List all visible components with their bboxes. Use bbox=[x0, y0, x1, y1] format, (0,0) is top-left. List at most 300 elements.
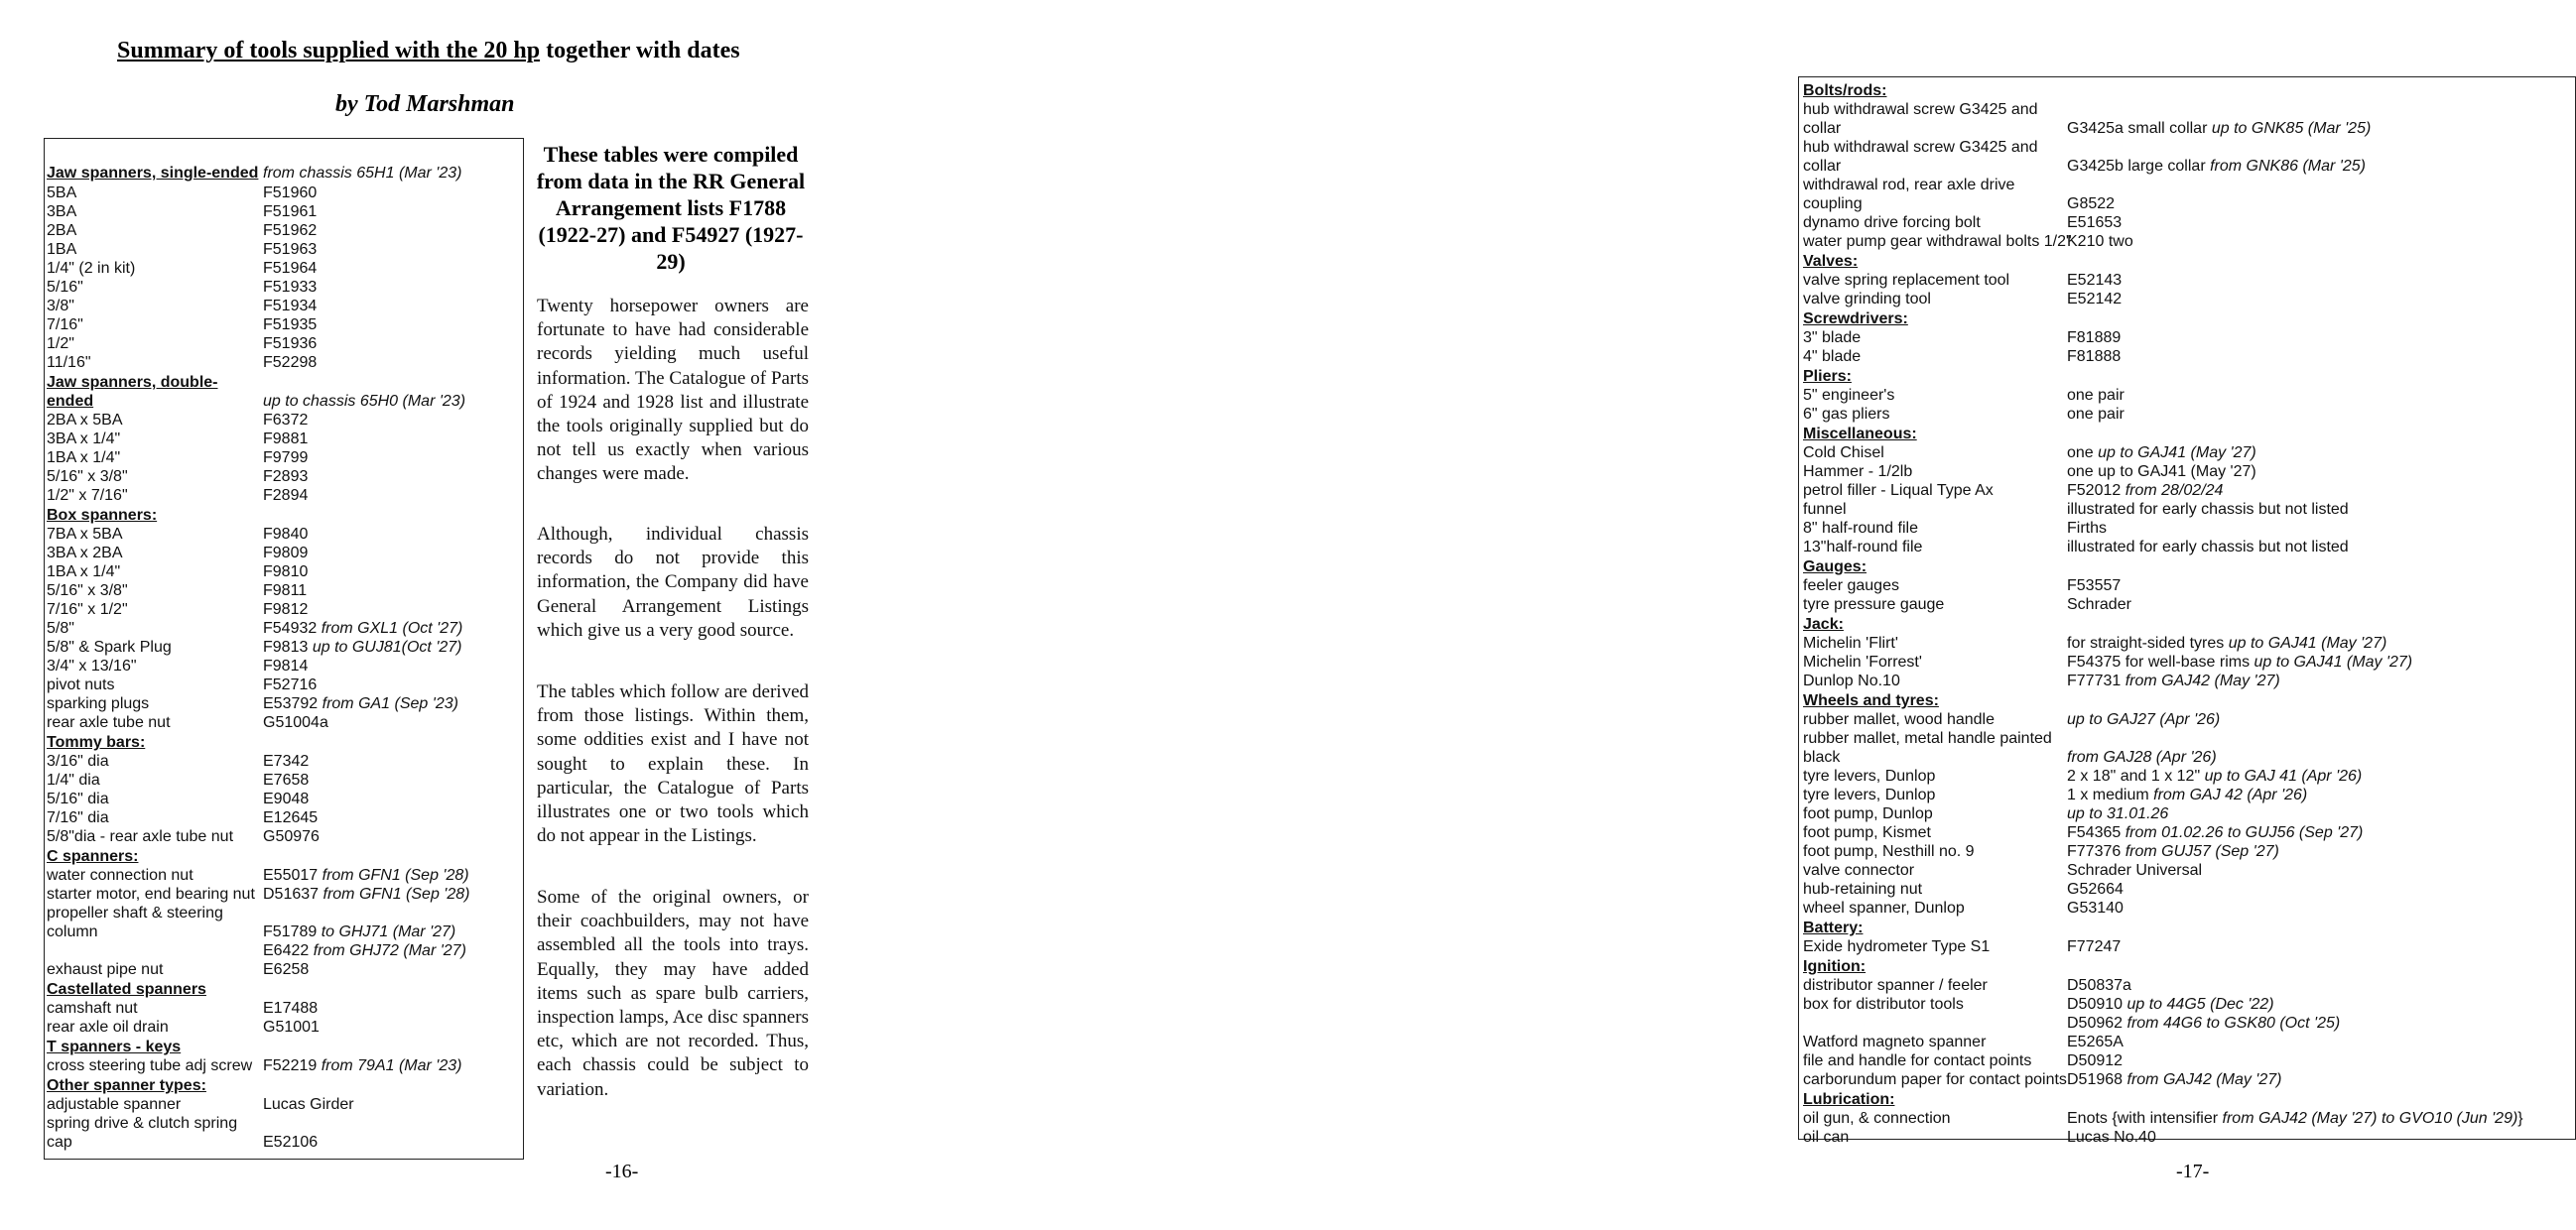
part-reference bbox=[2067, 899, 2124, 918]
tool-name: foot pump, Kismet bbox=[1803, 824, 1931, 841]
tool-name: 7BA x 5BA bbox=[47, 526, 123, 543]
part-number: 1 x medium bbox=[2067, 787, 2149, 803]
section-header: Wheels and tyres: bbox=[1803, 692, 1939, 709]
part-number: F51933 bbox=[263, 279, 318, 296]
tool-name: 7/16" bbox=[47, 316, 83, 333]
intro-paragraph-3: The tables which follow are derived from those listings. Within them, some oddities exist and I have not sought to explain these. In particular, the Catalogue of Parts illustrates one or two tools which do not appear in the Listings. bbox=[537, 681, 809, 847]
article-title-underlined: Summary of tools supplied with the 20 hp bbox=[117, 38, 541, 63]
part-number: K210 two bbox=[2067, 233, 2133, 250]
part-reference bbox=[2067, 405, 2125, 424]
tool-name: rubber mallet, metal handle painted bbox=[1803, 730, 2052, 747]
part-number: D50837a bbox=[2067, 977, 2131, 994]
tool-name: 5" engineer's bbox=[1803, 387, 1895, 404]
part-reference bbox=[2067, 232, 2133, 251]
tool-name: 2BA x 5BA bbox=[47, 412, 123, 429]
part-number: F77247 bbox=[2067, 938, 2122, 955]
part-number: F2894 bbox=[263, 487, 309, 504]
tool-name: Exide hydrometer Type S1 bbox=[1803, 938, 1991, 955]
part-number: F77731 bbox=[2067, 673, 2122, 689]
part-reference bbox=[263, 411, 308, 430]
part-reference bbox=[263, 581, 307, 600]
tool-name: black bbox=[1803, 749, 1841, 766]
part-number: E52142 bbox=[2067, 291, 2123, 308]
page-number-left: -16- bbox=[605, 1161, 639, 1182]
part-reference bbox=[263, 922, 455, 941]
tool-name: camshaft nut bbox=[47, 1000, 138, 1017]
date-note: from GA1 (Sep '23) bbox=[318, 695, 458, 712]
tool-name: rear axle oil drain bbox=[47, 1019, 169, 1036]
tool-name: petrol filler - Liqual Type Ax bbox=[1803, 482, 1994, 499]
part-reference bbox=[2067, 538, 2349, 556]
tool-name: tyre levers, Dunlop bbox=[1803, 768, 1936, 785]
tool-name: 2BA bbox=[47, 222, 77, 239]
tool-name: box for distributor tools bbox=[1803, 996, 1964, 1013]
tool-name: 1/2" x 7/16" bbox=[47, 487, 128, 504]
part-reference bbox=[2067, 767, 2362, 786]
tool-name: coupling bbox=[1803, 195, 1863, 212]
tool-name: adjustable spanner bbox=[47, 1096, 182, 1113]
tool-name: collar bbox=[1803, 120, 1842, 137]
part-reference bbox=[2067, 786, 2307, 804]
part-reference bbox=[2067, 976, 2131, 995]
closing-brace: } bbox=[2517, 1110, 2523, 1127]
tools-table-left bbox=[44, 138, 524, 1160]
tool-name: 3BA x 1/4" bbox=[47, 430, 121, 447]
tool-name: Michelin 'Flirt' bbox=[1803, 635, 1898, 652]
part-number: F52298 bbox=[263, 354, 318, 371]
part-number: F9812 bbox=[263, 601, 309, 618]
section-header: Screwdrivers: bbox=[1803, 310, 1908, 327]
part-number: F52716 bbox=[263, 676, 318, 693]
date-note: up to GNK85 (Mar '25) bbox=[2207, 120, 2372, 137]
section-header: Other spanner types: bbox=[47, 1077, 206, 1094]
part-number: F51964 bbox=[263, 260, 318, 277]
date-note: from GAJ42 (May '27) to GVO10 (Jun '29) bbox=[2218, 1110, 2518, 1127]
part-reference bbox=[263, 694, 458, 713]
tool-name: 4" blade bbox=[1803, 348, 1862, 365]
tool-name: cap bbox=[47, 1134, 72, 1151]
date-note: from 44G6 to GSK80 (Oct '25) bbox=[2123, 1015, 2341, 1032]
section-header: Box spanners: bbox=[47, 507, 158, 524]
part-reference bbox=[2067, 119, 2371, 138]
part-reference bbox=[2067, 1070, 2281, 1089]
part-number: one pair bbox=[2067, 406, 2125, 423]
tool-name: starter motor, end bearing nut bbox=[47, 886, 255, 903]
tool-name: water pump gear withdrawal bolts 1/2" bbox=[1803, 233, 2072, 250]
section-header: Castellated spanners bbox=[47, 981, 206, 998]
part-reference bbox=[2067, 328, 2121, 347]
part-reference bbox=[2067, 500, 2349, 519]
part-number: F9811 bbox=[263, 582, 308, 599]
date-note: up to GUJ81(Oct '27) bbox=[308, 639, 462, 656]
part-reference bbox=[2067, 1033, 2124, 1051]
part-number: F9840 bbox=[263, 526, 309, 543]
date-note: up to GAJ41 (May '27) bbox=[2224, 635, 2387, 652]
tool-name: sparking plugs bbox=[47, 695, 150, 712]
part-number: Lucas Girder bbox=[263, 1096, 354, 1113]
part-reference bbox=[2067, 386, 2125, 405]
part-number: D50912 bbox=[2067, 1052, 2124, 1069]
part-number: up to 31.01.26 bbox=[2067, 805, 2169, 822]
tool-name: 3/8" bbox=[47, 298, 74, 314]
part-reference bbox=[263, 544, 308, 562]
part-reference bbox=[263, 1018, 320, 1037]
part-number: E51653 bbox=[2067, 214, 2123, 231]
tool-name: valve spring replacement tool bbox=[1803, 272, 2010, 289]
date-note: up to GAJ41 (May '27) bbox=[2250, 654, 2413, 671]
part-reference bbox=[263, 752, 309, 771]
tool-name: exhaust pipe nut bbox=[47, 961, 164, 978]
part-number: F51960 bbox=[263, 184, 318, 201]
part-number: F81889 bbox=[2067, 329, 2122, 346]
tool-name: 8" half-round file bbox=[1803, 520, 1918, 537]
part-reference bbox=[2067, 462, 2256, 481]
part-reference bbox=[263, 638, 462, 657]
part-number: E53792 bbox=[263, 695, 319, 712]
part-reference bbox=[263, 164, 461, 183]
tool-name: oil can bbox=[1803, 1129, 1850, 1146]
part-reference bbox=[2067, 804, 2168, 823]
section-header: ended bbox=[47, 393, 94, 410]
part-reference bbox=[2067, 194, 2115, 213]
date-note: from 79A1 (Mar '23) bbox=[317, 1057, 462, 1074]
article-title-rest: together with dates bbox=[540, 38, 740, 63]
section-header: Battery: bbox=[1803, 920, 1864, 936]
part-reference bbox=[263, 184, 317, 202]
part-number: E6422 bbox=[263, 942, 310, 959]
part-number: D50910 bbox=[2067, 996, 2124, 1013]
part-number: F2893 bbox=[263, 468, 309, 485]
part-number: E52106 bbox=[263, 1134, 319, 1151]
part-reference bbox=[263, 960, 309, 979]
part-number: up to chassis 65H0 (Mar '23) bbox=[263, 393, 466, 410]
part-reference bbox=[263, 240, 317, 259]
part-reference bbox=[263, 771, 309, 790]
section-header: Valves: bbox=[1803, 253, 1859, 270]
part-reference bbox=[2067, 672, 2280, 690]
part-reference bbox=[263, 999, 318, 1018]
tool-name: 5/8" bbox=[47, 620, 74, 637]
tool-name: 7/16" x 1/2" bbox=[47, 601, 128, 618]
section-header: Jaw spanners, single-ended bbox=[47, 165, 259, 182]
part-reference bbox=[263, 941, 466, 960]
part-number: F54365 bbox=[2067, 824, 2122, 841]
part-number: F9799 bbox=[263, 449, 309, 466]
tool-name: tyre pressure gauge bbox=[1803, 596, 1945, 613]
part-number: D51968 bbox=[2067, 1071, 2124, 1088]
date-note: from GAJ42 (May '27) bbox=[2121, 673, 2280, 689]
tool-name: pivot nuts bbox=[47, 676, 115, 693]
tool-name: distributor spanner / feeler bbox=[1803, 977, 1988, 994]
part-number: up to GAJ27 (Apr '26) bbox=[2067, 711, 2221, 728]
part-number: G3425b large collar bbox=[2067, 158, 2206, 175]
part-reference bbox=[263, 657, 308, 676]
tool-name: spring drive & clutch spring bbox=[47, 1115, 238, 1132]
part-number: F9881 bbox=[263, 430, 309, 447]
part-reference bbox=[263, 790, 309, 808]
part-reference bbox=[2067, 937, 2121, 956]
part-number: E52143 bbox=[2067, 272, 2123, 289]
article-byline: by Tod Marshman bbox=[335, 91, 515, 117]
part-reference bbox=[263, 827, 320, 846]
tool-name: 1BA bbox=[47, 241, 77, 258]
part-number: F51962 bbox=[263, 222, 318, 239]
part-reference bbox=[2067, 842, 2279, 861]
date-note: from GFN1 (Sep '28) bbox=[318, 867, 469, 884]
part-number: Enots {with intensifier bbox=[2067, 1110, 2219, 1127]
tool-name: 13"half-round file bbox=[1803, 539, 1923, 555]
part-reference bbox=[263, 259, 317, 278]
part-number: from chassis 65H1 (Mar '23) bbox=[263, 165, 462, 182]
tool-name: Watford magneto spanner bbox=[1803, 1034, 1987, 1050]
tool-name: hub withdrawal screw G3425 and bbox=[1803, 139, 2038, 156]
part-number: E7342 bbox=[263, 753, 310, 770]
tool-name: hub-retaining nut bbox=[1803, 881, 1923, 898]
part-number: G51001 bbox=[263, 1019, 320, 1036]
tool-name: Dunlop No.10 bbox=[1803, 673, 1900, 689]
date-note: from 01.02.26 to GUJ56 (Sep '27) bbox=[2121, 824, 2364, 841]
tool-name: Hammer - 1/2lb bbox=[1803, 463, 1913, 480]
part-reference bbox=[2067, 213, 2122, 232]
part-number: F77376 bbox=[2067, 843, 2122, 860]
section-header: Bolts/rods: bbox=[1803, 82, 1887, 99]
tool-name: 3" blade bbox=[1803, 329, 1862, 346]
part-reference bbox=[2067, 823, 2363, 842]
section-header: Tommy bars: bbox=[47, 734, 146, 751]
tool-name: 1/4" dia bbox=[47, 772, 100, 789]
part-number: D50962 bbox=[2067, 1015, 2124, 1032]
part-number: E12645 bbox=[263, 809, 319, 826]
tool-name: 3BA x 2BA bbox=[47, 545, 123, 561]
tool-name: 5/16" bbox=[47, 279, 83, 296]
intro-paragraph-4: Some of the original owners, or their coachbuilders, may not have assembled all the tools into trays. Equally, they may have added items such as spare bulb carriers, inspection lamps, Ace disc spanners etc, which are not recorded. Thus, each chassis could be subject to variation. bbox=[537, 887, 809, 1100]
tool-name: 3BA bbox=[47, 203, 77, 220]
tool-name: foot pump, Nesthill no. 9 bbox=[1803, 843, 1975, 860]
tool-name: Michelin 'Forrest' bbox=[1803, 654, 1922, 671]
tool-name: water connection nut bbox=[47, 867, 193, 884]
part-number: Lucas No.40 bbox=[2067, 1129, 2156, 1146]
tool-name: 5/16" x 3/8" bbox=[47, 582, 128, 599]
part-number: F51935 bbox=[263, 316, 318, 333]
tool-name: 1BA x 1/4" bbox=[47, 563, 121, 580]
tool-name: withdrawal rod, rear axle drive bbox=[1803, 177, 2015, 193]
part-number: F51963 bbox=[263, 241, 318, 258]
date-note: from GNK86 (Mar '25) bbox=[2205, 158, 2366, 175]
tool-name: 1/2" bbox=[47, 335, 74, 352]
tool-name: 5/8"dia - rear axle tube nut bbox=[47, 828, 234, 845]
date-note: from GAJ 42 (Apr '26) bbox=[2148, 787, 2308, 803]
intro-paragraph-2: Although, individual chassis records do not provide this information, the Company did have General Arrangement Listings which give us a very good source. bbox=[537, 524, 809, 641]
intro-paragraph-1: Twenty horsepower owners are fortunate to have had considerable records yielding much useful information. The Catalogue of Parts of 1924 and 1928 list and illustrate the tools originally supplied but do not tell us exactly when various changes were made. bbox=[537, 296, 809, 485]
date-note: up to 44G5 (Dec '22) bbox=[2123, 996, 2274, 1013]
tool-name: 5/8" & Spark Plug bbox=[47, 639, 172, 656]
part-number: E5265A bbox=[2067, 1034, 2124, 1050]
part-number: F51936 bbox=[263, 335, 318, 352]
right-page bbox=[868, 0, 2523, 1230]
part-reference bbox=[263, 392, 465, 411]
part-reference bbox=[263, 885, 469, 904]
left-page bbox=[0, 0, 868, 1230]
date-note: from GAJ42 (May '27) bbox=[2123, 1071, 2282, 1088]
intro-heading: These tables were compiled from data in the RR General Arrangement lists F1788 (1922-27) and F54927 (1927-29) bbox=[536, 142, 806, 274]
part-reference bbox=[263, 278, 317, 297]
part-reference bbox=[263, 676, 317, 694]
part-reference bbox=[2067, 595, 2131, 614]
tool-name: file and handle for contact points bbox=[1803, 1052, 2032, 1069]
section-header: Jaw spanners, double- bbox=[47, 374, 218, 391]
tool-name: 3/4" x 13/16" bbox=[47, 658, 137, 675]
part-number: Schrader bbox=[2067, 596, 2131, 613]
part-number: G53140 bbox=[2067, 900, 2124, 917]
article-title bbox=[117, 38, 740, 64]
part-reference bbox=[2067, 748, 2217, 767]
part-reference bbox=[263, 808, 318, 827]
date-note: from GXL1 (Oct '27) bbox=[317, 620, 463, 637]
part-reference bbox=[263, 619, 462, 638]
part-number: F9810 bbox=[263, 563, 309, 580]
part-reference bbox=[263, 430, 308, 448]
tool-name: 7/16" dia bbox=[47, 809, 109, 826]
part-number: Firths bbox=[2067, 520, 2107, 537]
tool-name: 11/16" bbox=[47, 354, 91, 371]
part-reference bbox=[2067, 157, 2366, 176]
page-number-right: -17- bbox=[2176, 1161, 2210, 1182]
part-number: G3425a small collar bbox=[2067, 120, 2208, 137]
tool-name: foot pump, Dunlop bbox=[1803, 805, 1933, 822]
part-reference bbox=[2067, 653, 2412, 672]
section-header: Jack: bbox=[1803, 616, 1844, 633]
tool-name: Cold Chisel bbox=[1803, 444, 1884, 461]
part-reference bbox=[263, 297, 317, 315]
part-reference bbox=[263, 525, 308, 544]
part-number: F81888 bbox=[2067, 348, 2122, 365]
part-reference bbox=[2067, 347, 2121, 366]
section-header: Gauges: bbox=[1803, 558, 1868, 575]
tool-name: column bbox=[47, 923, 98, 940]
part-number: E9048 bbox=[263, 791, 310, 807]
tool-name: wheel spanner, Dunlop bbox=[1803, 900, 1965, 917]
date-note: from GFN1 (Sep '28) bbox=[319, 886, 470, 903]
part-reference bbox=[263, 315, 317, 334]
part-number: G51004a bbox=[263, 714, 328, 731]
date-note: from GUJ57 (Sep '27) bbox=[2121, 843, 2279, 860]
section-header: Ignition: bbox=[1803, 958, 1867, 975]
tool-name: dynamo drive forcing bolt bbox=[1803, 214, 1981, 231]
part-reference bbox=[2067, 1128, 2156, 1147]
tool-name: 1/4" (2 in kit) bbox=[47, 260, 136, 277]
part-reference bbox=[2067, 271, 2122, 290]
part-number: G8522 bbox=[2067, 195, 2116, 212]
part-reference bbox=[2067, 519, 2107, 538]
part-number: for straight-sided tyres bbox=[2067, 635, 2225, 652]
part-number: F54375 for well-base rims bbox=[2067, 654, 2251, 671]
part-reference bbox=[2067, 880, 2124, 899]
tool-name: 1BA x 1/4" bbox=[47, 449, 121, 466]
part-number: F52012 bbox=[2067, 482, 2122, 499]
part-number: F9809 bbox=[263, 545, 309, 561]
tool-name: valve grinding tool bbox=[1803, 291, 1931, 308]
part-number: E6258 bbox=[263, 961, 310, 978]
part-number: illustrated for early chassis but not listed bbox=[2067, 501, 2349, 518]
part-reference bbox=[263, 600, 308, 619]
part-number: illustrated for early chassis but not listed bbox=[2067, 539, 2349, 555]
part-reference bbox=[263, 467, 308, 486]
part-reference bbox=[263, 448, 308, 467]
part-number: Schrader Universal bbox=[2067, 862, 2203, 879]
date-note: to GHJ71 (Mar '27) bbox=[317, 923, 456, 940]
tool-name: hub withdrawal screw G3425 and bbox=[1803, 101, 2038, 118]
tool-name: oil gun, & connection bbox=[1803, 1110, 1951, 1127]
part-reference bbox=[2067, 1051, 2123, 1070]
section-header: C spanners: bbox=[47, 848, 139, 865]
part-reference bbox=[263, 1095, 354, 1114]
tool-name: 3/16" dia bbox=[47, 753, 109, 770]
part-number: E7658 bbox=[263, 772, 310, 789]
part-number: E17488 bbox=[263, 1000, 319, 1017]
part-reference bbox=[263, 1133, 318, 1152]
part-reference bbox=[263, 713, 328, 732]
tools-table-right bbox=[1798, 76, 2576, 1146]
part-reference bbox=[2067, 861, 2202, 880]
part-number: F9814 bbox=[263, 658, 309, 675]
date-note: up to GAJ41 (May '27) bbox=[2093, 444, 2256, 461]
tool-name: propeller shaft & steering bbox=[47, 905, 223, 922]
tool-name: 5/16" x 3/8" bbox=[47, 468, 128, 485]
tool-name: tyre levers, Dunlop bbox=[1803, 787, 1936, 803]
part-number: G50976 bbox=[263, 828, 320, 845]
part-reference bbox=[263, 334, 317, 353]
part-number: one bbox=[2067, 444, 2094, 461]
part-reference bbox=[2067, 576, 2121, 595]
part-reference bbox=[263, 221, 317, 240]
part-number: G52664 bbox=[2067, 881, 2124, 898]
part-reference bbox=[263, 1056, 461, 1075]
part-reference bbox=[2067, 1014, 2340, 1033]
part-reference bbox=[2067, 481, 2223, 500]
tool-name: 5BA bbox=[47, 184, 77, 201]
tool-name: feeler gauges bbox=[1803, 577, 1899, 594]
part-reference bbox=[2067, 1109, 2523, 1128]
tool-name: cross steering tube adj screw bbox=[47, 1057, 253, 1074]
date-note: from 28/02/24 bbox=[2121, 482, 2224, 499]
section-header: T spanners - keys bbox=[47, 1039, 182, 1055]
part-number: F6372 bbox=[263, 412, 309, 429]
part-number: F52219 bbox=[263, 1057, 318, 1074]
part-number: 2 x 18" and 1 x 12" bbox=[2067, 768, 2201, 785]
part-number: F53557 bbox=[2067, 577, 2122, 594]
part-reference bbox=[263, 562, 308, 581]
tool-name: carborundum paper for contact points bbox=[1803, 1071, 2067, 1088]
tool-name: 5/16" dia bbox=[47, 791, 109, 807]
part-reference bbox=[2067, 710, 2220, 729]
part-number: one pair bbox=[2067, 387, 2125, 404]
tool-name: collar bbox=[1803, 158, 1842, 175]
date-note: from GHJ72 (Mar '27) bbox=[309, 942, 466, 959]
part-number: E55017 bbox=[263, 867, 319, 884]
part-number: F51789 bbox=[263, 923, 318, 940]
tool-name: rear axle tube nut bbox=[47, 714, 171, 731]
section-header: Miscellaneous: bbox=[1803, 426, 1917, 442]
part-reference bbox=[263, 353, 317, 372]
date-note: up to GAJ 41 (Apr '26) bbox=[2200, 768, 2363, 785]
part-number: from GAJ28 (Apr '26) bbox=[2067, 749, 2217, 766]
part-number: F9813 bbox=[263, 639, 309, 656]
tool-name: rubber mallet, wood handle bbox=[1803, 711, 1996, 728]
part-reference bbox=[2067, 995, 2274, 1014]
part-reference bbox=[2067, 634, 2386, 653]
part-reference bbox=[263, 486, 308, 505]
part-reference bbox=[263, 202, 317, 221]
